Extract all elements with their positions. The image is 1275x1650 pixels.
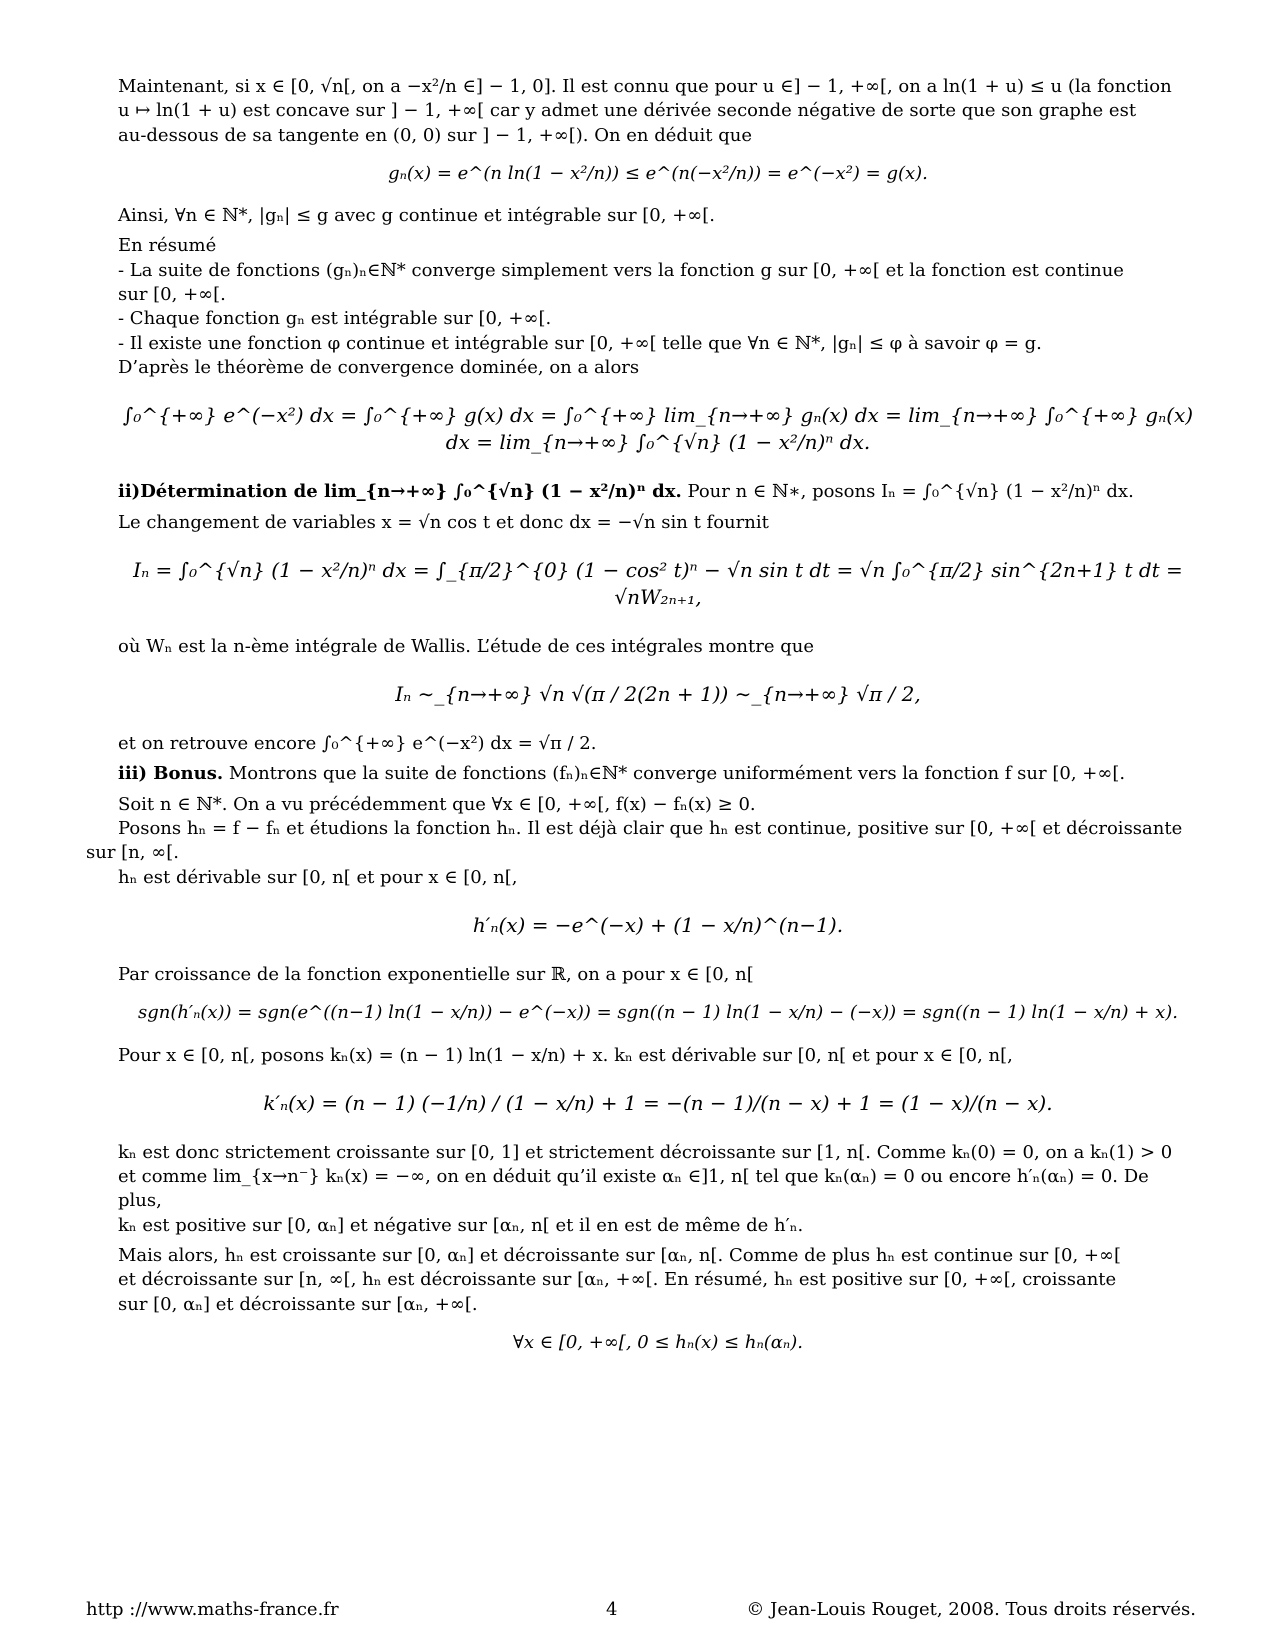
paragraph: Posons hₙ = f − fₙ et étudions la fonction hₙ. Il est déjà clair que hₙ est continue, positive sur [0, +∞[ et décroissante — [118, 818, 1183, 840]
page-content — [86, 75, 1198, 1373]
section-heading: ii)Détermination de lim_{n→+∞} ∫₀^{√n} (1 − x²/n)ⁿ dx. — [118, 481, 682, 503]
paragraph: et on retrouve encore ∫₀^{+∞} e^(−x²) dx = √π / 2. — [118, 733, 597, 755]
footer-url: http ://www.maths-france.fr — [86, 1599, 339, 1620]
paragraph: sur [n, ∞[. — [86, 842, 179, 864]
list-item: - Chaque fonction gₙ est intégrable sur [0, +∞[. — [118, 308, 552, 330]
paragraph — [118, 762, 1198, 786]
section-heading: En résumé — [118, 235, 217, 257]
paragraph: et décroissante sur [n, ∞[, hₙ est décroissante sur [αₙ, +∞[. En résumé, hₙ est positive sur [0, +∞[, croissante — [118, 1269, 1117, 1291]
list-item: sur [0, +∞[. — [118, 284, 226, 306]
paragraph: Par croissance de la fonction exponentielle sur ℝ, on a pour x ∈ [0, n[ — [118, 963, 754, 985]
paragraph: kₙ est positive sur [0, αₙ] et négative sur [αₙ, n[ et il en est de même de h′ₙ. — [118, 1214, 804, 1236]
paragraph: Mais alors, hₙ est croissante sur [0, αₙ] et décroissante sur [αₙ, n[. Comme de plus hₙ est continue sur [0, +∞[ — [118, 1245, 1121, 1267]
equation: Iₙ ∼_{n→+∞} √n √(π / 2(2n + 1)) ∼_{n→+∞} √π / 2, — [395, 682, 921, 707]
paragraph: Le changement de variables x = √n cos t et donc dx = −√n sin t fournit — [118, 511, 769, 533]
paragraph: Maintenant, si x ∈ [0, √n[, on a −x²/n ∈] − 1, 0]. Il est connu que pour u ∈] − 1, +∞[, on a ln(1 + u) ≤ u (la fonction — [118, 76, 1172, 97]
list-item: - Il existe une fonction φ continue et intégrable sur [0, +∞[ telle que ∀n ∈ ℕ*, |gₙ| ≤ φ à savoir φ = g. — [118, 332, 1042, 354]
equation: ∫₀^{+∞} e^(−x²) dx = ∫₀^{+∞} g(x) dx = ∫₀^{+∞} lim_{n→+∞} gₙ(x) dx = lim_{n→+∞} ∫₀^{+∞} gₙ(x) dx = lim_{n→+∞} ∫₀^{√n} (1 − x²/n)ⁿ dx. — [122, 403, 1194, 455]
paragraph: kₙ est donc strictement croissante sur [0, 1] et strictement décroissante sur [1, n[. Comme kₙ(0) = 0, on a kₙ(1) > 0 — [118, 1141, 1173, 1163]
paragraph — [118, 480, 1198, 504]
equation: Iₙ = ∫₀^{√n} (1 − x²/n)ⁿ dx = ∫_{π/2}^{0} (1 − cos² t)ⁿ − √n sin t dt = √n ∫₀^{π/2} sin^{2n+1} t dt = √nW₂ₙ₊₁, — [133, 557, 1183, 609]
equation: ∀x ∈ [0, +∞[, 0 ≤ hₙ(x) ≤ hₙ(αₙ). — [513, 1331, 803, 1353]
equation: sgn(h′ₙ(x)) = sgn(e^((n−1) ln(1 − x/n)) − e^(−x)) = sgn((n − 1) ln(1 − x/n) − (−x)) = sgn((n − 1) ln(1 − x/n) + x). — [138, 1002, 1178, 1024]
list-item: - La suite de fonctions (gₙ)ₙ∈ℕ* converge simplement vers la fonction g sur [0, +∞[ et la fonction est continue — [118, 259, 1124, 281]
equation: gₙ(x) = e^(n ln(1 − x²/n)) ≤ e^(n(−x²/n)) = e^(−x²) = g(x). — [388, 162, 928, 184]
paragraph: u ↦ ln(1 + u) est concave sur ] − 1, +∞[ car y admet une dérivée seconde négative de sorte que son graphe est — [118, 100, 1137, 122]
paragraph: Pour x ∈ [0, n[, posons kₙ(x) = (n − 1) ln(1 − x/n) + x. kₙ est dérivable sur [0, n[ et pour x ∈ [0, n[, — [118, 1044, 1013, 1066]
paragraph: et comme lim_{x→n⁻} kₙ(x) = −∞, on en déduit qu’il existe αₙ ∈]1, n[ tel que kₙ(αₙ) = 0 ou encore h′ₙ(αₙ) = 0. De plus, — [118, 1166, 1149, 1212]
equation: k′ₙ(x) = (n − 1) (−1/n) / (1 − x/n) + 1 = −(n − 1)/(n − x) + 1 = (1 − x)/(n − x). — [263, 1090, 1053, 1115]
paragraph-text: Pour n ∈ ℕ∗, posons Iₙ = ∫₀^{√n} (1 − x²/n)ⁿ dx. — [681, 481, 1134, 503]
copyright-notice: © Jean-Louis Rouget, 2008. Tous droits réservés. — [746, 1599, 1196, 1620]
paragraph: hₙ est dérivable sur [0, n[ et pour x ∈ [0, n[, — [118, 866, 518, 888]
paragraph: D’après le théorème de convergence dominée, on a alors — [118, 356, 640, 378]
paragraph: où Wₙ est la n-ème intégrale de Wallis. L’étude de ces intégrales montre que — [118, 635, 814, 657]
paragraph: au-dessous de sa tangente en (0, 0) sur ] − 1, +∞[). On en déduit que — [118, 124, 753, 146]
paragraph: Ainsi, ∀n ∈ ℕ*, |gₙ| ≤ g avec g continue et intégrable sur [0, +∞[. — [118, 205, 716, 227]
equation: h′ₙ(x) = −e^(−x) + (1 − x/n)^(n−1). — [472, 912, 844, 937]
paragraph: sur [0, αₙ] et décroissante sur [αₙ, +∞[. — [118, 1293, 478, 1315]
section-heading: iii) Bonus. — [118, 763, 224, 785]
page-footer — [86, 1598, 1196, 1624]
paragraph-text: Montrons que la suite de fonctions (fₙ)ₙ∈ℕ* converge uniformément vers la fonction f sur [0, +∞[. — [223, 763, 1126, 785]
paragraph: Soit n ∈ ℕ*. On a vu précédemment que ∀x ∈ [0, +∞[, f(x) − fₙ(x) ≥ 0. — [118, 793, 756, 815]
page-number: 4 — [606, 1599, 618, 1620]
